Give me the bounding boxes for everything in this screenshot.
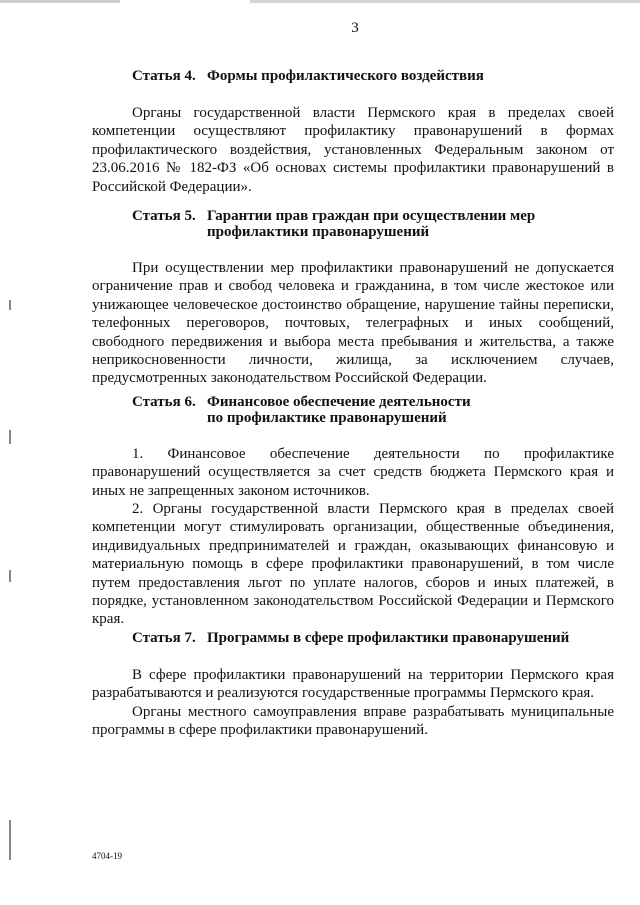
article-title-line: профилактики правонарушений [207,224,430,240]
article-title-line: Финансовое обеспечение деятельности [207,394,471,410]
article-title-line: Гарантии прав граждан при осуществлении мер [207,208,536,224]
page-number: 3 [351,20,359,36]
article-paragraph: При осуществлении мер профилактики правонарушений не допускается ограничение прав и свобод человека и гражданина, в том числе жестокое или унижающее человеческое достоинство обращение, нарушение тайны переписки, телефонных переговоров, почтовых, телеграфных и иных сообщений, свободного передвижения и выбора места пребывания и жительства, а также неприкосновенности личности, жилища, за исключением случаев, предусмотренных законодательством Российской Федерации. [92,260,614,387]
article-paragraph: 1. Финансовое обеспечение деятельности по профилактике правонарушений осуществляется за счет средств бюджета Пермского края и иных не запрещенных законом источников. [92,446,614,499]
article-paragraph: Органы государственной власти Пермского края в пределах своей компетенции осуществляют профилактику правонарушений в формах профилактического воздействия, установленных Федеральным законом от 23.06.2016 № 182-ФЗ «Об основах системы профилактики правонарушений в Российской Федерации». [92,105,614,195]
article-number: Статья 7. [132,630,196,646]
margin-mark [9,300,11,310]
article-heading [132,68,602,84]
article-title-line: Программы в сфере профилактики правонарушений [207,630,570,646]
article-paragraph: 2. Органы государственной власти Пермского края в пределах своей компетенции могут стимулировать организации, общественные объединения, индивидуальных предпринимателей и граждан, оказывающих финансовую и материальную помощь в сфере профилактики правонарушений, в том числе путем предоставления льгот по уплате налогов, сборов и иных платежей, в порядке, установленном законодательством Российской Федерации и Пермского края. [92,501,614,628]
article-title-line: по профилактике правонарушений [207,410,447,426]
article-number: Статья 5. [132,208,196,224]
article-heading [132,208,602,240]
article-number: Статья 6. [132,394,196,410]
margin-mark [9,430,11,444]
article-heading [132,394,602,426]
scan-edge [0,0,640,3]
margin-mark [9,820,11,860]
document-code: 4704-19 [92,851,122,861]
article-heading [132,630,602,646]
article-number: Статья 4. [132,68,196,84]
article-paragraph: В сфере профилактики правонарушений на территории Пермского края разрабатываются и реализуются государственные программы Пермского края. [92,667,614,702]
article-title-line: Формы профилактического воздействия [207,68,484,84]
article-paragraph: Органы местного самоуправления вправе разрабатывать муниципальные программы в сфере профилактики правонарушений. [92,704,614,739]
margin-mark [9,570,11,582]
